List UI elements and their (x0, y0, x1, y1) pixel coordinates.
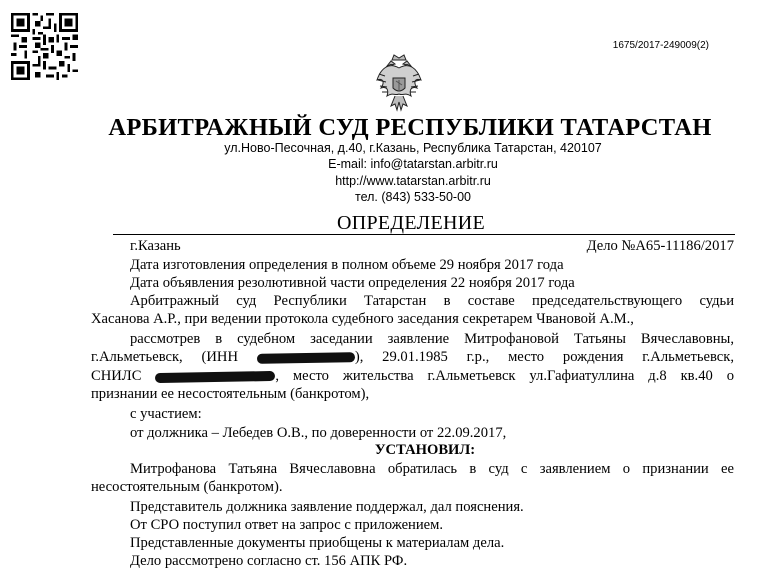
paragraph-documents: Представленные документы приобщены к материалам дела. (130, 535, 505, 551)
established-heading: УСТАНОВИЛ: (374, 442, 476, 458)
court-website: http://www.tatarstan.arbitr.ru (335, 174, 491, 188)
redacted-snils (155, 371, 275, 383)
paragraph-claim-line1: Митрофанова Татьяна Вячеславовна обратилась в суд с заявлением о признании ее (130, 461, 734, 477)
title-divider (113, 234, 735, 235)
paragraph-application-line3 (91, 367, 734, 385)
case-number: Дело №А65-11186/2017 (586, 238, 734, 254)
paragraph-application-line4: признании ее несостоятельным (банкротом), (91, 386, 370, 402)
coat-of-arms-icon (375, 52, 423, 116)
city: г.Казань (130, 238, 181, 254)
date-full: Дата изготовления определения в полном объеме 29 ноября 2017 года (130, 257, 564, 273)
document-title: ОПРЕДЕЛЕНИЕ (336, 212, 485, 234)
paragraph-sro: От СРО поступил ответ на запрос с приложением. (130, 517, 444, 533)
qr-code-icon (11, 13, 78, 80)
case-barcode-number: 1675/2017-249009(2) (612, 40, 709, 51)
court-name: АРБИТРАЖНЫЙ СУД РЕСПУБЛИКИ ТАТАРСТАН (108, 114, 712, 141)
court-address: ул.Ново-Песочная, д.40, г.Казань, Республика Татарстан, 420107 (224, 141, 602, 155)
paragraph-application-line2 (91, 348, 734, 366)
inn-label: г.Альметьевск, (ИНН (91, 349, 239, 365)
paragraph-claim-line2: несостоятельным (банкротом). (91, 479, 283, 495)
paragraph-court-line2: Хасанова А.Р., при ведении протокола судебного заседания секретарем Чвановой А.М., (91, 311, 634, 327)
paragraph-representative: Представитель должника заявление поддержал, дал пояснения. (130, 499, 524, 515)
residence-info: , место жительства г.Альметьевск ул.Гафиатуллина д.8 кв.40 о (275, 368, 734, 384)
paragraph-procedure: Дело рассмотрено согласно ст. 156 АПК РФ. (130, 553, 408, 569)
paragraph-court-line1: Арбитражный суд Республики Татарстан в составе председательствующего судьи (130, 293, 734, 309)
court-phone: тел. (843) 533-50-00 (354, 190, 471, 204)
redacted-inn (257, 352, 355, 364)
participation-label: с участием: (130, 406, 202, 422)
debtor-representative: от должника – Лебедев О.В., по доверенности от 22.09.2017, (130, 425, 507, 441)
birth-info: ), 29.01.1985 г.р., место рождения г.Альметьевск, (354, 349, 734, 365)
court-email: E-mail: info@tatarstan.arbitr.ru (328, 157, 498, 171)
paragraph-application-line1: рассмотрев в судебном заседании заявление Митрофановой Татьяны Вячеславовны, (130, 331, 734, 347)
date-operative: Дата объявления резолютивной части определения 22 ноября 2017 года (130, 275, 575, 291)
snils-label: СНИЛС (91, 368, 142, 384)
